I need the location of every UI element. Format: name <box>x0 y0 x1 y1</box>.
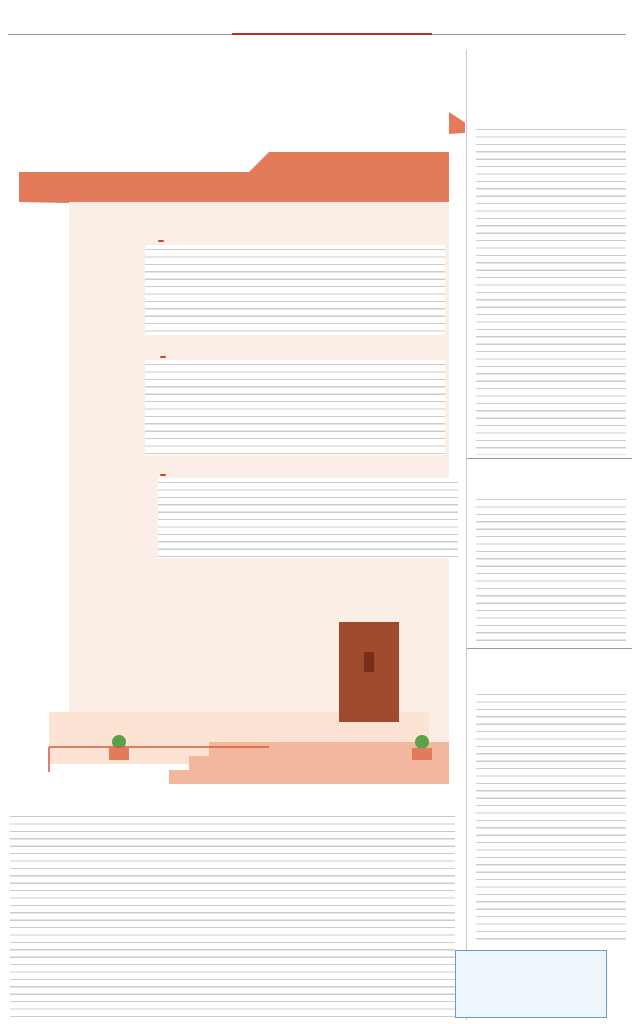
article-column-2 <box>145 360 445 455</box>
column-divider <box>466 50 467 1020</box>
tag-renter <box>158 240 164 242</box>
masthead <box>0 0 634 34</box>
bottom-article-body <box>10 812 455 1017</box>
tag-agent <box>160 474 166 476</box>
section-renters <box>158 227 167 246</box>
article-column-1 <box>145 245 445 335</box>
right-article-3-body <box>476 690 626 940</box>
article-column-3 <box>158 478 458 558</box>
tag-landlord <box>160 356 166 358</box>
red-bar <box>232 33 432 35</box>
lost-notice-box <box>455 950 607 1018</box>
right-divider-2 <box>467 648 632 649</box>
right-article-1-body <box>476 125 626 455</box>
right-article-2-body <box>476 495 626 645</box>
lost-notice-title <box>456 951 606 957</box>
right-divider-1 <box>467 458 632 459</box>
